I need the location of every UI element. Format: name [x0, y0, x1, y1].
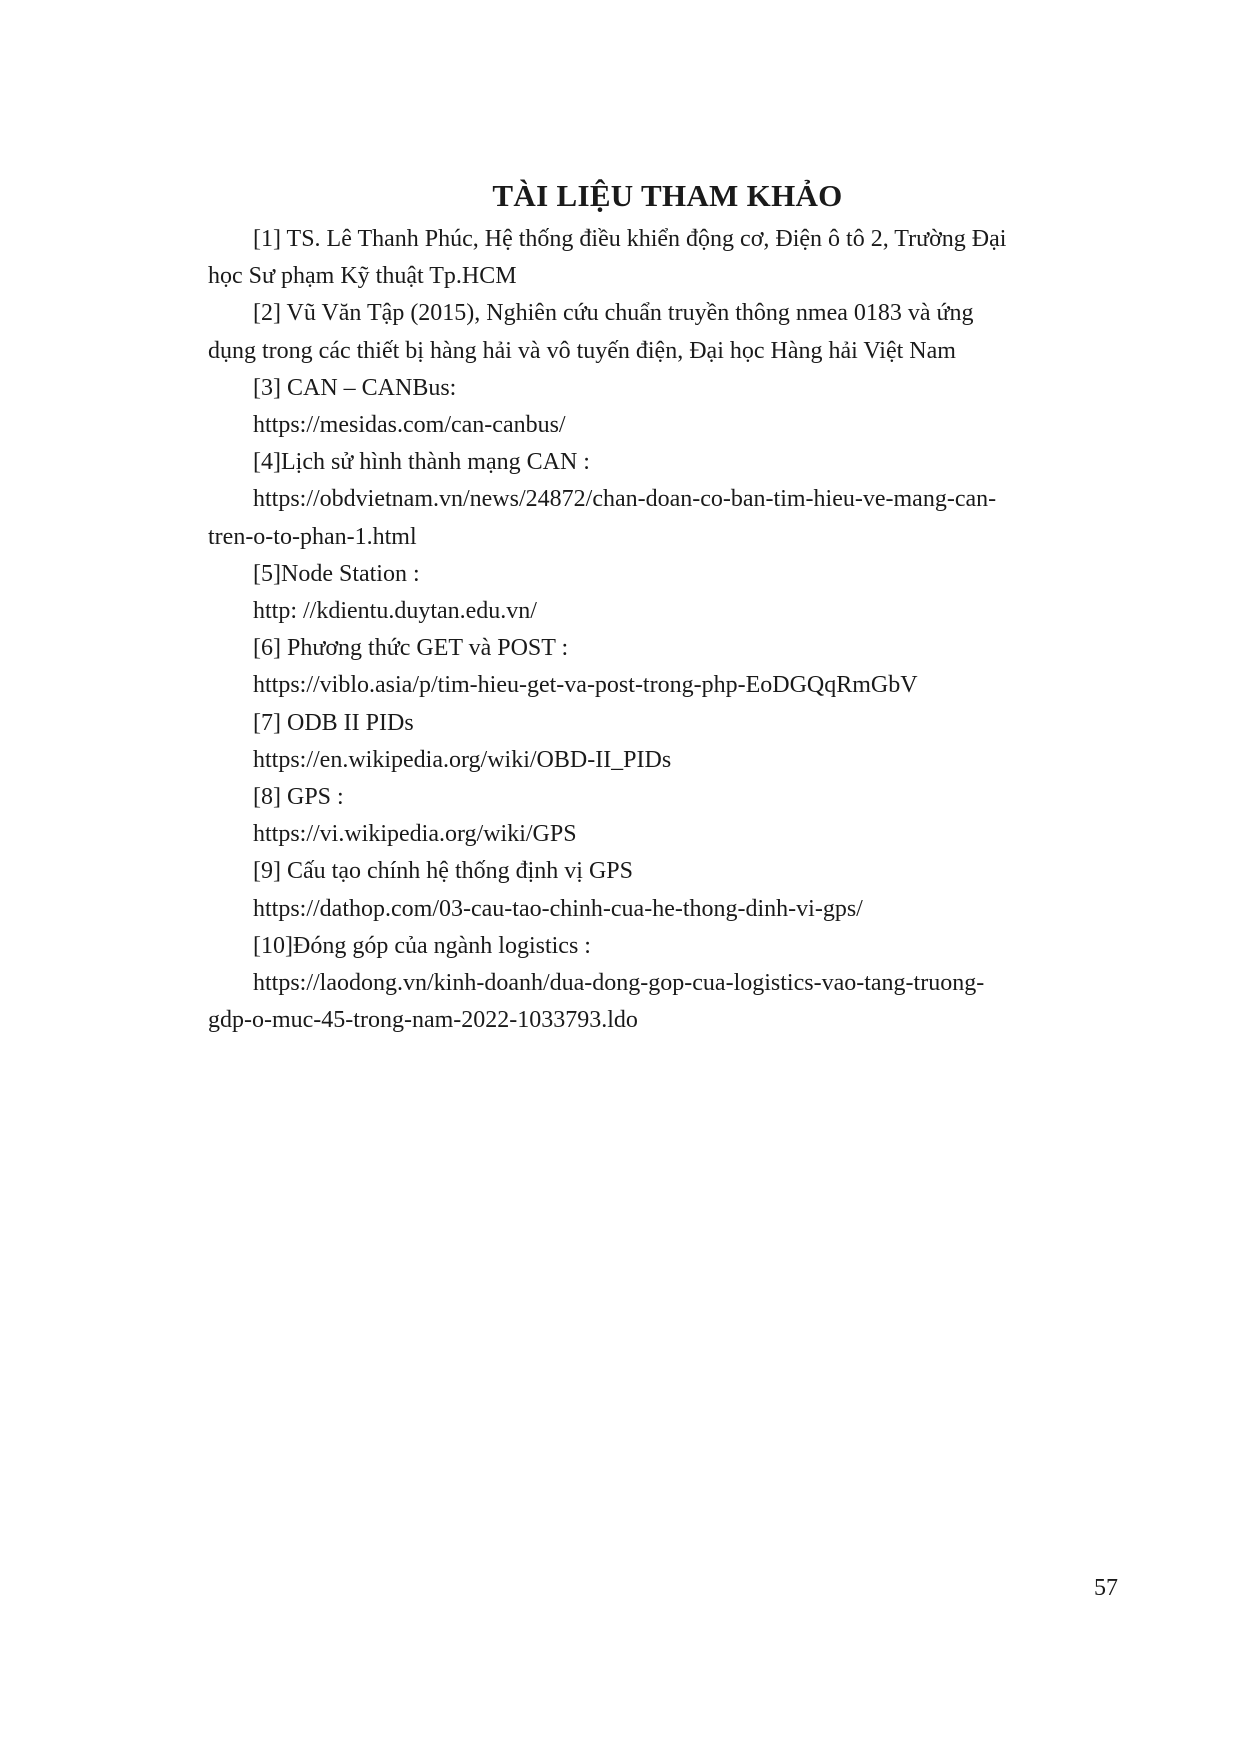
- reference-line: học Sư phạm Kỹ thuật Tp.HCM: [208, 263, 517, 290]
- reference-line: https://dathop.com/03-cau-tao-chinh-cua-he-thong-dinh-vi-gps/: [253, 895, 863, 922]
- reference-line: [1] TS. Lê Thanh Phúc, Hệ thống điều khiển động cơ, Điện ô tô 2, Trường Đại: [253, 226, 1007, 252]
- page-title: TÀI LIỆU THAM KHẢO: [492, 178, 843, 213]
- reference-item: [208, 556, 1103, 630]
- reference-line: https://en.wikipedia.org/wiki/OBD-II_PIDs: [253, 746, 672, 773]
- reference-line: [7] ODB II PIDs: [253, 709, 414, 736]
- reference-line: [8] GPS :: [253, 784, 344, 811]
- page-number: 57: [1094, 1575, 1118, 1601]
- reference-line: [6] Phương thức GET và POST :: [253, 635, 569, 662]
- reference-line: https://obdvietnam.vn/news/24872/chan-doan-co-ban-tim-hieu-ve-mang-can-: [253, 486, 997, 513]
- reference-item: [208, 295, 1103, 369]
- reference-line: [5]Node Station :: [253, 560, 420, 587]
- reference-line: [9] Cấu tạo chính hệ thống định vị GPS: [253, 858, 633, 885]
- reference-line: tren-o-to-phan-1.html: [208, 523, 417, 550]
- reference-item: [208, 928, 1103, 1040]
- reference-item: [208, 853, 1103, 927]
- reference-line: [4]Lịch sử hình thành mạng CAN :: [253, 449, 590, 476]
- reference-list: [208, 221, 1103, 1039]
- reference-line: https://vi.wikipedia.org/wiki/GPS: [253, 821, 577, 848]
- reference-line: http: //kdientu.duytan.edu.vn/: [253, 598, 537, 625]
- reference-line: https://mesidas.com/can-canbus/: [253, 412, 566, 439]
- reference-item: [208, 630, 1103, 704]
- reference-item: [208, 370, 1103, 444]
- reference-item: [208, 779, 1103, 853]
- reference-line: gdp-o-muc-45-trong-nam-2022-1033793.ldo: [208, 1007, 638, 1034]
- reference-item: [208, 221, 1103, 295]
- reference-line: [2] Vũ Văn Tập (2015), Nghiên cứu chuẩn truyền thông nmea 0183 và ứng: [253, 300, 974, 327]
- reference-line: [10]Đóng góp của ngành logistics :: [253, 932, 591, 959]
- reference-line: dụng trong các thiết bị hàng hải và vô tuyến điện, Đại học Hàng hải Việt Nam: [208, 337, 956, 364]
- reference-line: https://viblo.asia/p/tim-hieu-get-va-post-trong-php-EoDGQqRmGbV: [253, 672, 918, 699]
- reference-line: https://laodong.vn/kinh-doanh/dua-dong-gop-cua-logistics-vao-tang-truong-: [253, 970, 985, 997]
- reference-item: [208, 705, 1103, 779]
- reference-line: [3] CAN – CANBus:: [253, 374, 457, 401]
- reference-item: [208, 444, 1103, 556]
